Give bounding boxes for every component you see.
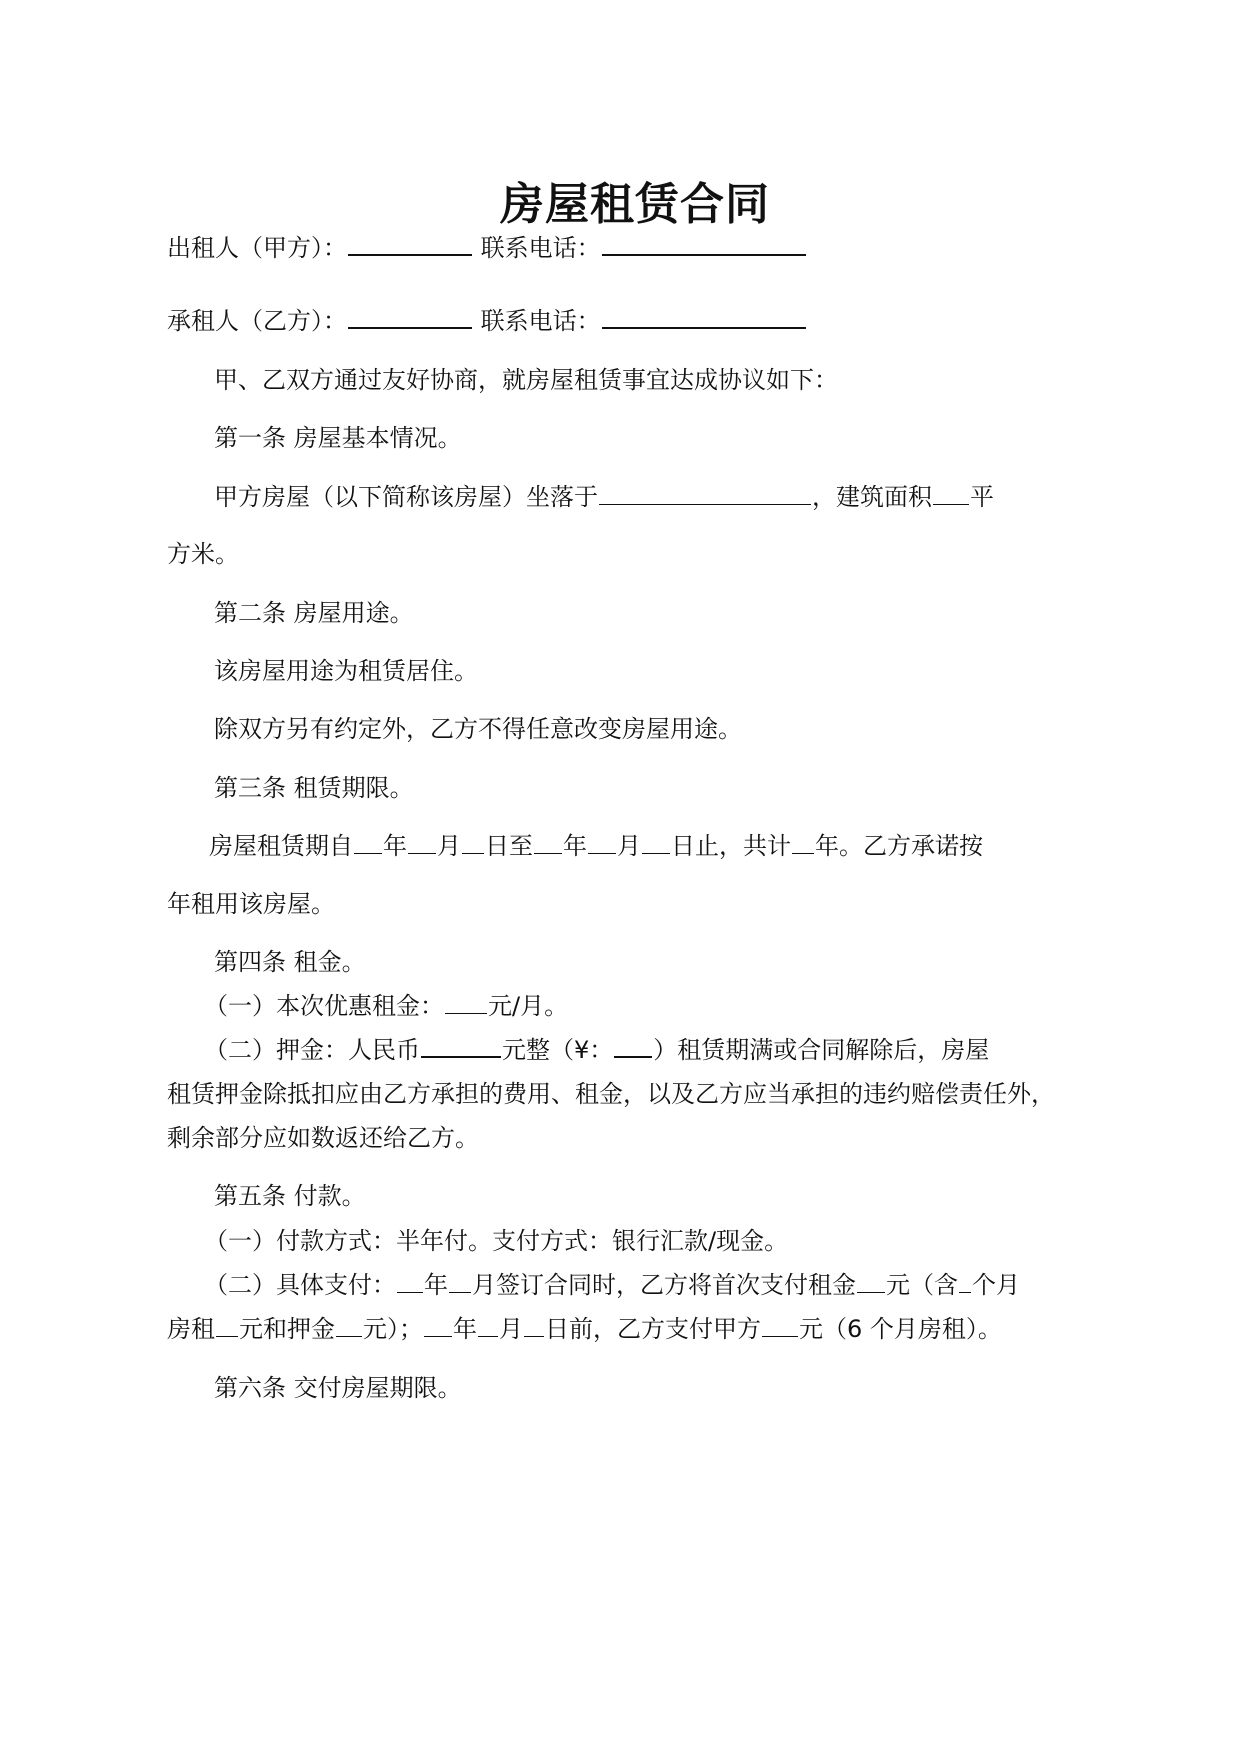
end-day-blank	[642, 831, 670, 854]
payment-year: 年	[424, 1271, 448, 1299]
article-3-paragraph	[209, 830, 983, 862]
first-payment-blank	[857, 1270, 885, 1293]
months-text: 个月	[972, 1271, 1020, 1299]
art3-month-2: 月	[617, 832, 641, 860]
deposit-part-end: 元）；	[363, 1315, 423, 1343]
article-1-paragraph-cont: 方米。	[167, 540, 239, 568]
article-1-paragraph	[214, 481, 994, 513]
lessee-phone-label: 联系电话：	[480, 307, 601, 335]
second-payment-end: 元（6 个月房租）。	[799, 1315, 1002, 1343]
lessor-phone-blank	[602, 232, 806, 256]
article-2-heading: 第二条 房屋用途。	[214, 599, 414, 627]
payment-month-text: 月签订合同时，乙方将首次支付租金	[472, 1271, 856, 1299]
second-month: 月	[499, 1315, 523, 1343]
art3-day-end: 日止，共计	[671, 832, 791, 860]
lessor-phone-label: 联系电话：	[480, 234, 601, 262]
payment-year-blank	[397, 1270, 423, 1293]
article-3-heading: 第三条 租赁期限。	[214, 774, 414, 802]
rent-amount-blank	[445, 991, 487, 1014]
rent-unit: 元/月。	[488, 992, 569, 1020]
art3-day-to: 日至	[485, 832, 533, 860]
deposit-text-b: 元整（¥：	[502, 1036, 614, 1064]
article-2-paragraph-1: 该房屋用途为租赁居住。	[214, 657, 478, 685]
art3-tail: 年。乙方承诺按	[815, 832, 983, 860]
first-payment-yuan: 元（含	[886, 1271, 958, 1299]
article-4-item-1	[204, 990, 568, 1022]
intro-paragraph: 甲、乙双方通过友好协商，就房屋租赁事宜达成协议如下：	[214, 366, 838, 394]
second-day-blank	[524, 1314, 544, 1337]
start-day-blank	[462, 831, 484, 854]
article-5-item-2	[204, 1269, 1020, 1301]
art3-month-1: 月	[437, 832, 461, 860]
lessor-line	[167, 232, 807, 264]
deposit-part-blank	[336, 1314, 362, 1337]
article-6-heading: 第六条 交付房屋期限。	[214, 1374, 462, 1402]
second-year-blank	[424, 1314, 452, 1337]
rent-part-blank	[216, 1314, 238, 1337]
article-4-item-2	[204, 1034, 989, 1066]
lessee-name-blank	[348, 305, 472, 329]
rent-part-label: 房租	[167, 1315, 215, 1343]
payment-label: （二）具体支付：	[204, 1271, 396, 1299]
months-count-blank	[959, 1270, 971, 1293]
lessor-label: 出租人（甲方）：	[167, 234, 347, 262]
payment-month-blank	[449, 1270, 471, 1293]
end-month-blank	[588, 831, 616, 854]
end-year-blank	[534, 831, 562, 854]
art3-text-a: 房屋租赁期自	[209, 832, 353, 860]
second-day-text: 日前，乙方支付甲方	[545, 1315, 761, 1343]
deposit-part-label: 元和押金	[239, 1315, 335, 1343]
start-month-blank	[408, 831, 436, 854]
article-1-heading: 第一条 房屋基本情况。	[214, 424, 462, 452]
art3-year-2: 年	[563, 832, 587, 860]
second-month-blank	[478, 1314, 498, 1337]
deposit-label: （二）押金：人民币	[204, 1036, 420, 1064]
article-2-paragraph-2: 除双方另有约定外，乙方不得任意改变房屋用途。	[214, 715, 742, 743]
lessee-line	[167, 305, 807, 337]
deposit-figures-blank	[614, 1034, 652, 1058]
art1-text-b: ，建筑面积	[812, 483, 932, 511]
art1-text-a: 甲方房屋（以下简称该房屋）坐落于	[214, 483, 598, 511]
lessee-phone-blank	[602, 305, 806, 329]
deposit-text-c: ）租赁期满或合同解除后，房屋	[653, 1036, 990, 1064]
lessee-label: 承租人（乙方）：	[167, 307, 347, 335]
total-years-blank	[792, 831, 814, 854]
document-title: 房屋租赁合同	[500, 179, 770, 230]
article-4-heading: 第四条 租金。	[214, 948, 366, 976]
start-year-blank	[354, 831, 382, 854]
second-payment-blank	[762, 1314, 798, 1337]
article-5-item-2-line-2	[167, 1313, 1002, 1345]
article-5-item-1: （一）付款方式：半年付。支付方式：银行汇款/现金。	[204, 1227, 789, 1255]
art3-year-1: 年	[383, 832, 407, 860]
rent-label: （一）本次优惠租金：	[204, 992, 444, 1020]
deposit-words-blank	[421, 1034, 501, 1058]
second-year: 年	[453, 1315, 477, 1343]
article-4-item-2-line-2: 租赁押金除抵扣应由乙方承担的费用、租金，以及乙方应当承担的违约赔偿责任外，	[167, 1080, 1055, 1108]
article-4-item-2-line-3: 剩余部分应如数返还给乙方。	[167, 1124, 479, 1152]
area-blank	[933, 482, 969, 505]
lessor-name-blank	[348, 232, 472, 256]
article-5-heading: 第五条 付款。	[214, 1182, 366, 1210]
location-blank	[599, 482, 811, 505]
art1-text-c: 平	[970, 483, 994, 511]
article-3-paragraph-cont: 年租用该房屋。	[167, 890, 335, 918]
